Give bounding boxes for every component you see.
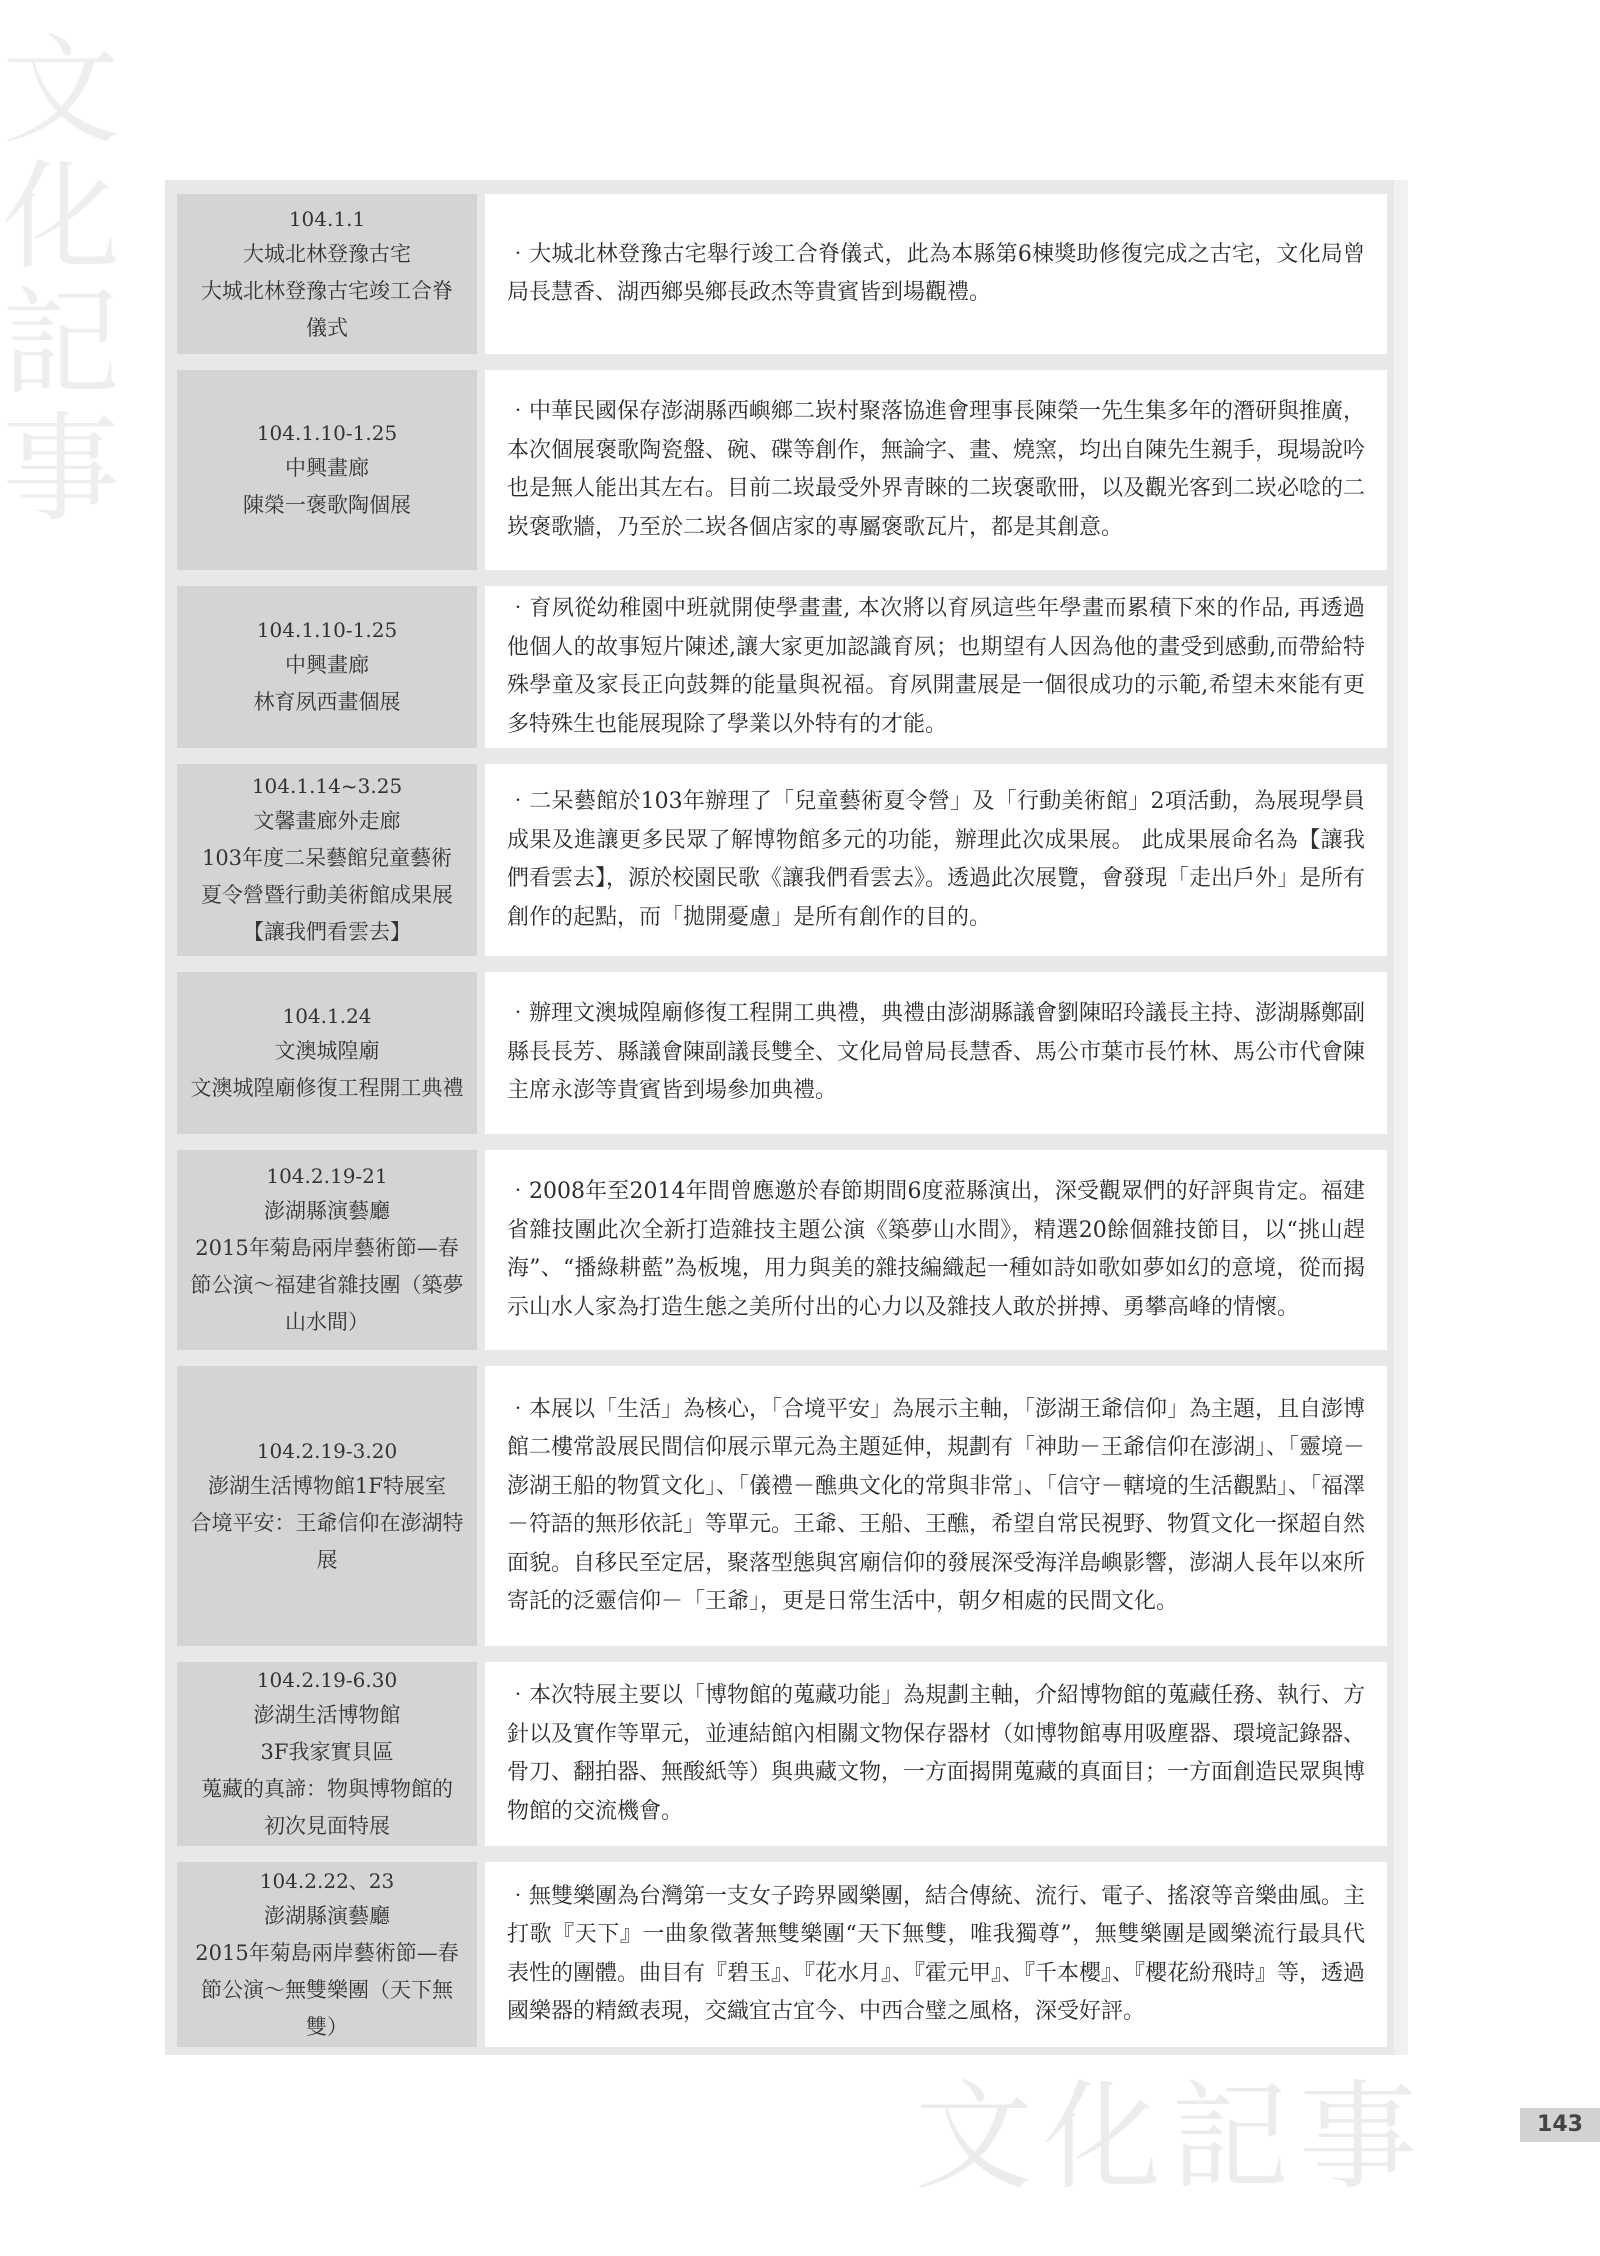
table-row — [165, 756, 1395, 964]
table-row — [165, 1358, 1395, 1654]
event-info-cell — [177, 194, 477, 354]
event-date: 104.2.19-6.30 — [256, 1668, 398, 1692]
event-description-cell — [485, 1366, 1387, 1646]
event-description: ‧大城北林登豫古宅舉行竣工合脊儀式，此為本縣第6棟獎助修復完成之古宅，文化局曾局長慧香、湖西鄉吳鄉長政杰等貴賓皆到場觀禮。 — [507, 241, 1365, 305]
event-description: ‧育夙從幼稚園中班就開使學畫畫, 本次將以育夙這些年學畫而累積下來的作品, 再透過他個人的故事短片陳述,讓大家更加認識育夙；也期望有人因為他的畫受到感動,而帶給特殊學童及家長正向鼓舞的能量與祝福。育夙開畫展是一個很成功的示範,希望未來能有更多特殊生也能展現除了學業以外特有的才能。 — [507, 596, 1365, 737]
watermark-char: 事 — [2, 400, 121, 538]
event-info-cell — [177, 1662, 477, 1846]
event-description-cell — [485, 1150, 1387, 1350]
event-description: ‧辦理文澳城隍廟修復工程開工典禮，典禮由澎湖縣議會劉陳昭玲議長主持、澎湖縣鄭副縣長長芳、縣議會陳副議長雙全、文化局曾局長慧香、馬公市葉市長竹林、馬公市代會陳主席永澎等貴賓皆到場參加典禮。 — [507, 1001, 1366, 1104]
table-row — [165, 362, 1395, 578]
event-description: ‧本展以「生活」為核心，「合境平安」為展示主軸，「澎湖王爺信仰」為主題，且自澎博館二樓常設展民間信仰展示單元為主題延伸，規劃有「神助－王爺信仰在澎湖」、「靈境－澎湖王船的物質文化」、「儀禮－醮典文化的常與非常」、「信守－轄境的生活觀點」、「福澤－符語的無形依託」等單元。王爺、王船、王醮，希望自常民視野、物質文化一探超自然面貌。自移民至定居，聚落型態與宮廟信仰的發展深受海洋島嶼影響，澎湖人長年以來所寄託的泛靈信仰－「王爺」，更是日常生活中，朝夕相處的民間文化。 — [507, 1396, 1366, 1614]
event-title: 103年度二呆藝館兒童藝術夏令營暨行動美術館成果展【讓我們看雲去】 — [201, 846, 453, 944]
event-description: ‧本次特展主要以「博物館的蒐藏功能」為規劃主軸，介紹博物館的蒐藏任務、執行、方針以及實作等單元，並連結館內相關文物保存器材（如博物館專用吸塵器、環境記錄器、骨刀、翻拍器、無酸紙等）與典藏文物，一方面揭開蒐藏的真面目；一方面創造民眾與博物館的交流機會。 — [507, 1683, 1366, 1824]
event-info-cell — [177, 764, 477, 956]
event-description-cell — [485, 194, 1387, 354]
table-row — [165, 1854, 1395, 2055]
event-date: 104.1.24 — [282, 1004, 372, 1028]
event-description-cell — [485, 586, 1387, 748]
event-description: ‧無雙樂團為台灣第一支女子跨界國樂團，結合傳統、流行、電子、搖滾等音樂曲風。主打歌『天下』一曲象徵著無雙樂團“天下無雙，唯我獨尊”，無雙樂團是國樂流行最具代表性的團體。曲目有『碧玉』、『花水月』、『霍元甲』、『千本櫻』、『櫻花紛飛時』等，透過國樂器的精緻表現，交織宜古宜今、中西合璧之風格，深受好評。 — [507, 1883, 1366, 2024]
bottom-watermark: 文化記事 — [915, 2068, 1428, 2206]
side-watermark — [2, 22, 122, 538]
event-description-cell — [485, 764, 1387, 956]
event-title: 文澳城隍廟修復工程開工典禮 — [190, 1076, 464, 1100]
watermark-char: 文 — [2, 22, 121, 160]
table-row — [165, 186, 1395, 362]
event-place: 文澳城隍廟 — [274, 1039, 380, 1063]
table-row — [165, 578, 1395, 756]
event-title: 2015年菊島兩岸藝術節—春節公演～福建省雜技團（築夢山水間） — [190, 1236, 464, 1334]
event-description: ‧二呆藝館於103年辦理了「兒童藝術夏令營」及「行動美術館」2項活動，為展現學員成果及進讓更多民眾了解博物館多元的功能，辦理此次成果展。 此成果展命名為【讓我們看雲去】，源於校園民歌《讓我們看雲去》。透過此次展覽，會發現「走出戶外」是所有創作的起點，而「拋開憂慮」是所有創作的目的。 — [507, 789, 1366, 930]
event-place: 大城北林登豫古宅 — [243, 241, 411, 266]
table-row — [165, 1654, 1395, 1854]
event-place: 中興畫廊 — [285, 653, 369, 677]
table-row — [165, 964, 1395, 1142]
event-place: 澎湖縣演藝廳 — [264, 1199, 390, 1223]
event-info-cell — [177, 1150, 477, 1350]
event-info-cell — [177, 370, 477, 570]
event-description-cell — [485, 1862, 1387, 2047]
event-place: 澎湖生活博物館1F特展室 — [208, 1473, 446, 1498]
event-date: 104.1.1 — [288, 206, 366, 231]
event-title: 陳榮一褒歌陶個展 — [243, 493, 411, 517]
event-date: 104.2.22、23 — [259, 1868, 395, 1893]
event-date: 104.2.19-3.20 — [256, 1438, 398, 1463]
event-title: 林育夙西畫個展 — [253, 690, 401, 714]
table-row — [165, 1142, 1395, 1358]
watermark-char: 記 — [2, 274, 121, 412]
frame-shadow — [1394, 180, 1408, 2055]
event-info-cell — [177, 1862, 477, 2047]
event-place: 澎湖生活博物館 — [253, 1703, 401, 1727]
event-place: 3F我家實貝區 — [260, 1740, 394, 1764]
event-description: ‧2008年至2014年間曾應邀於春節期間6度蒞縣演出，深受觀眾們的好評與肯定。福建省雜技團此次全新打造雜技主題公演《築夢山水間》，精選20餘個雜技節目，以“挑山趕海”、“播綠耕藍”為板塊，用力與美的雜技編織起一種如詩如歌如夢如幻的意境，從而揭示山水人家為打造生態之美所付出的心力以及雜技人敢於拼搏、勇攀高峰的情懷。 — [507, 1179, 1365, 1320]
event-date: 104.1.10-1.25 — [256, 618, 398, 642]
event-description: ‧中華民國保存澎湖縣西嶼鄉二崁村聚落協進會理事長陳榮一先生集多年的潛研與推廣，本次個展褒歌陶瓷盤、碗、碟等創作，無論字、畫、燒窯，均出自陳先生親手，現場說吟也是無人能出其左右。目前二崁最受外界青睞的二崁褒歌冊，以及觀光客到二崁必唸的二崁褒歌牆，乃至於二崁各個店家的專屬褒歌瓦片，都是其創意。 — [507, 399, 1366, 540]
event-place: 文馨畫廊外走廊 — [253, 809, 401, 833]
event-place: 澎湖縣演藝廳 — [264, 1903, 390, 1928]
event-date: 104.1.10-1.25 — [256, 421, 398, 445]
event-date: 104.2.19-21 — [266, 1164, 388, 1188]
event-info-cell — [177, 1366, 477, 1646]
event-title: 合境平安：王爺信仰在澎湖特展 — [190, 1510, 464, 1572]
event-info-cell — [177, 586, 477, 748]
event-description-cell — [485, 1662, 1387, 1846]
event-title: 2015年菊島兩岸藝術節—春節公演～無雙樂團（天下無雙） — [195, 1940, 459, 2039]
event-description-cell — [485, 972, 1387, 1134]
event-info-cell — [177, 972, 477, 1134]
event-place: 中興畫廊 — [285, 456, 369, 480]
event-description-cell — [485, 370, 1387, 570]
watermark-char: 化 — [2, 148, 121, 286]
event-date: 104.1.14~3.25 — [251, 774, 403, 798]
event-title: 蒐藏的真諦：物與博物館的初次見面特展 — [201, 1777, 453, 1838]
event-title: 大城北林登豫古宅竣工合脊儀式 — [201, 278, 453, 340]
page-number: 143 — [1520, 2108, 1600, 2142]
